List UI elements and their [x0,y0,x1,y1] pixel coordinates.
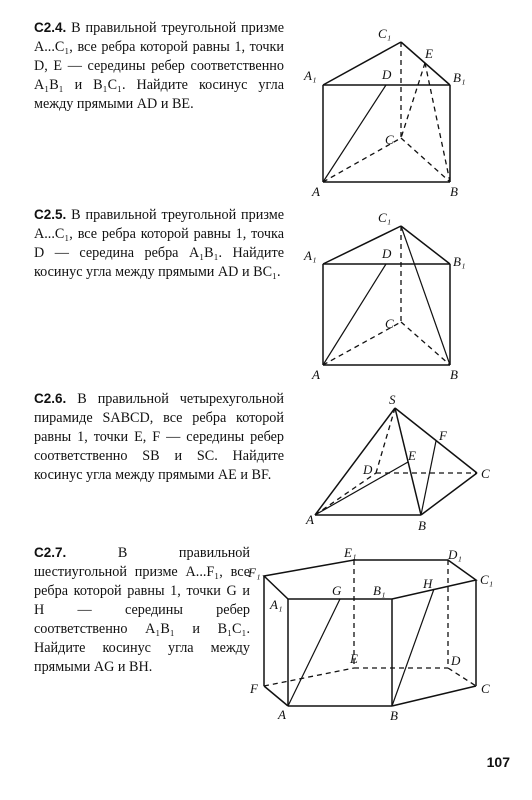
label-b1: B₁ [453,70,466,85]
label-b1: B₁ [373,583,386,598]
problem-c2-4 [34,18,284,114]
problem-number: С2.6. [34,391,67,406]
problem-c2-5 [34,205,284,282]
label-h: H [423,576,433,591]
label-d: D [382,67,392,82]
label-e: E [408,448,416,463]
label-a: A [278,707,286,722]
page-number: 107 [486,754,510,770]
label-e1: E₁ [344,545,357,560]
label-a1: A₁ [304,248,317,263]
problem-number: С2.5. [34,207,67,222]
label-f: F [250,681,258,696]
problem-number: С2.4. [34,20,67,35]
label-d: D [382,246,392,261]
label-s: S [389,392,396,407]
figure-c2-5 [290,208,510,383]
label-c1: C₁ [378,210,392,225]
problem-text: В правильной треугольной призме A...C₁, все ребра которой равны 1, точка D — середина ребра A₁B₁. Найдите косинус угла между прямыми AD и BC₁. [34,207,284,280]
label-c: C [481,681,490,696]
label-a: A [312,367,320,382]
problem-text: В правильной треугольной призме A...C₁, все ребра которой равны 1, точки D, E — середины ребер соответственно A₁B₁ и B₁C₁. Найдите косинус угла между прямыми AD и BE. [34,20,284,112]
label-e: E [425,46,433,61]
label-b: B [450,367,458,382]
figure-c2-4 [290,20,510,200]
problem-number: С2.7. [34,545,67,560]
label-b: B [390,708,398,723]
label-a: A [312,184,320,199]
label-d: D [363,462,373,477]
label-b: B [418,518,426,533]
label-d1: D₁ [448,547,462,562]
label-b: B [450,184,458,199]
label-g: G [332,583,342,598]
label-c1: C₁ [480,572,494,587]
label-a1: A₁ [304,68,317,83]
problem-text: В правильной шестиугольной призме A...F₁, все ребра которой равны 1, точки G и H — середины ребер соответственно A₁B₁ и B₁C₁. Найдите косинус угла между прямыми AG и BH. [34,545,250,675]
label-f: F [439,428,447,443]
label-a: A [306,512,314,527]
problem-text: В правильной четырехугольной пирамиде SABCD, все ребра которой равны 1, точки E, F — середины ребер соответственно SB и SC. Найдите косинус угла между прямыми AE и BF. [34,391,284,483]
figure-c2-7 [240,543,510,723]
label-c: C [385,316,394,331]
label-c1: C₁ [378,26,392,41]
label-d: D [451,653,461,668]
label-c: C [385,132,394,147]
problem-c2-6 [34,389,284,485]
label-c: C [481,466,490,481]
label-e: E [350,651,358,666]
label-b1: B₁ [453,254,466,269]
label-f1: F₁ [248,565,261,580]
figure-c2-6 [300,388,510,538]
label-a1: A₁ [270,597,283,612]
problem-c2-7 [34,543,250,677]
